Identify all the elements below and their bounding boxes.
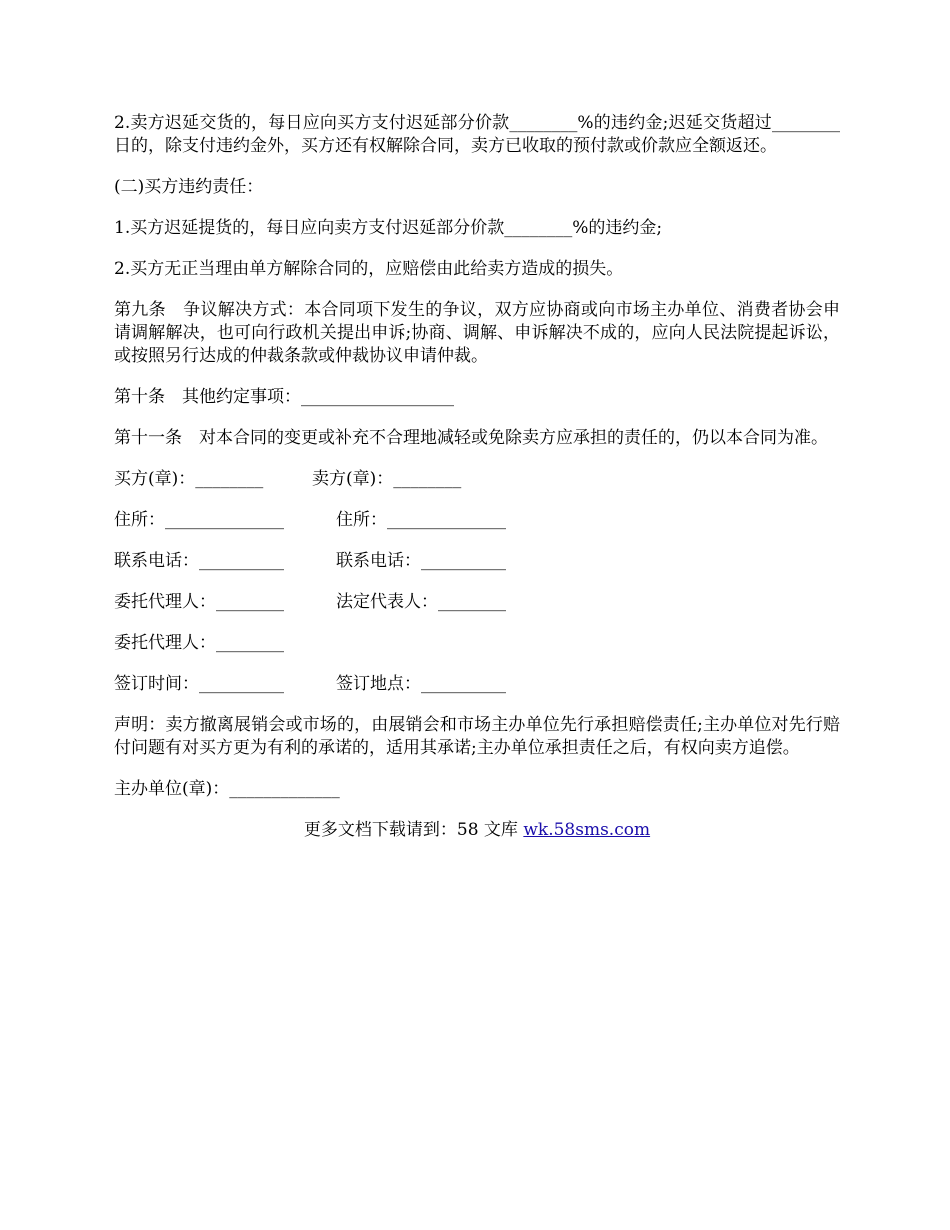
signature-row-agent: [114, 591, 840, 614]
section-buyer-liability-heading: (二)买方违约责任：: [114, 177, 264, 197]
seller-seal-field: 卖方(章)：________: [312, 469, 462, 489]
article-9-dispute-resolution: 第九条 争议解决方式：本合同项下发生的争议，双方应协商或向市场主办单位、消费者协会申请调解解决，也可向行政机关提出申诉;协商、调解、申诉解决不成的，应向人民法院提起诉讼，或按照另行达成的仲裁条款或仲裁协议申请仲裁。: [114, 300, 840, 366]
seller-address-field: 住所：______________: [336, 510, 506, 530]
seller-legal-rep-field: 法定代表人：________: [336, 592, 506, 612]
document-page: [114, 112, 840, 842]
signature-row-address: [114, 509, 840, 532]
seller-phone-field: 联系电话：__________: [336, 551, 506, 571]
article-10-other-terms: 第十条 其他约定事项：__________________: [114, 387, 454, 407]
signing-place-field: 签订地点：__________: [336, 674, 506, 694]
buyer-phone-field: 联系电话：__________: [114, 551, 284, 571]
signature-row-agent-2: [114, 632, 840, 655]
footer-download-note: [114, 819, 840, 842]
footer-prefix-text: 更多文档下载请到：58 文库: [303, 820, 524, 840]
clause-buyer-late-pickup: 1.买方迟延提货的，每日应向卖方支付迟延部分价款________%的违约金;: [114, 218, 663, 238]
signing-date-field: 签订时间：__________: [114, 674, 284, 694]
buyer-agent-field: 委托代理人：________: [114, 592, 284, 612]
signature-row-date-place: [114, 673, 840, 696]
buyer-seal-field: 买方(章)：________: [114, 469, 264, 489]
signature-row-seal: [114, 468, 840, 491]
clause-seller-late-delivery: 2.卖方迟延交货的，每日应向买方支付迟延部分价款________%的违约金;迟延交货超过________日的，除支付违约金外，买方还有权解除合同，卖方已收取的预付款或价款应全额返还。: [114, 113, 840, 156]
article-11-amendments: 第十一条 对本合同的变更或补充不合理地减轻或免除卖方应承担的责任的，仍以本合同为准。: [114, 428, 828, 448]
sponsor-seal-field: 主办单位(章)：_____________: [114, 779, 340, 799]
footer-site-link[interactable]: wk.58sms.com: [523, 820, 651, 840]
clause-buyer-unjustified-termination: 2.买方无正当理由单方解除合同的，应赔偿由此给卖方造成的损失。: [114, 259, 624, 279]
statement-paragraph: 声明：卖方撤离展销会或市场的，由展销会和市场主办单位先行承担赔偿责任;主办单位对先行赔付问题有对买方更为有利的承诺的，适用其承诺;主办单位承担责任之后，有权向卖方追偿。: [114, 715, 840, 758]
buyer-address-field: 住所：______________: [114, 510, 284, 530]
seller-agent-field: 委托代理人：________: [114, 633, 284, 653]
signature-row-phone: [114, 550, 840, 573]
